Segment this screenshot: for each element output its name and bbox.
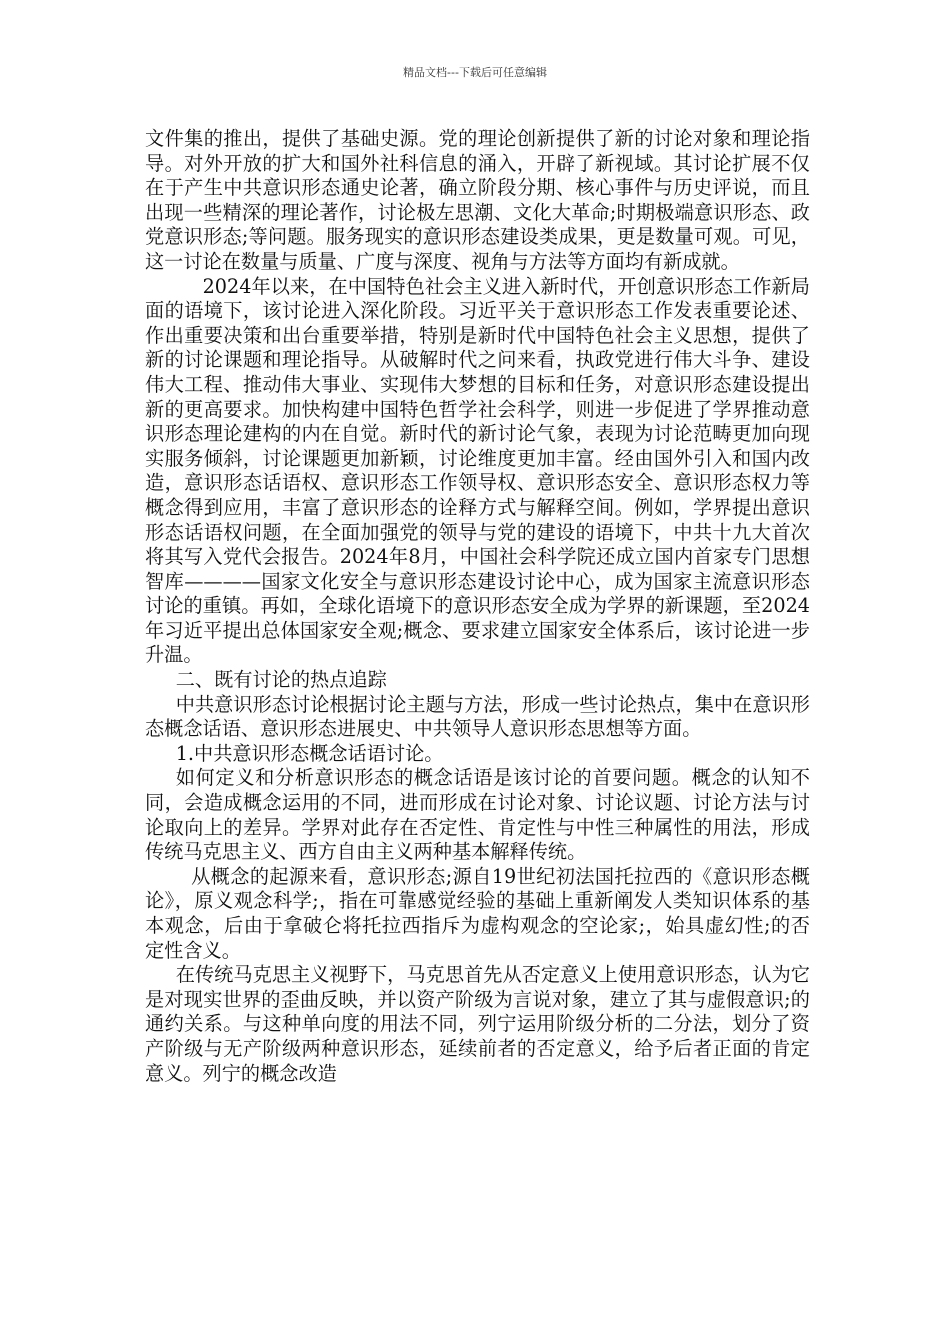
paragraph-3: 中共意识形态讨论根据讨论主题与方法，形成一些讨论热点，集中在意识形态概念话语、意识形态进展史、中共领导人意识形态思想等方面。	[145, 692, 810, 741]
document-body	[145, 127, 810, 1086]
section-heading: 二、既有讨论的热点追踪	[175, 668, 387, 692]
page-header: 精品文档---下载后可任意编辑	[403, 66, 547, 79]
paragraph-4: 如何定义和分析意识形态的概念话语是该讨论的首要问题。概念的认知不同，会造成概念运用的不同，进而形成在讨论对象、讨论议题、讨论方法与讨论取向上的差异。学界对此存在否定性、肯定性与中性三种属性的用法，形成传统马克思主义、西方自由主义两种基本解释传统。	[145, 766, 810, 864]
paragraph-1: 文件集的推出，提供了基础史源。党的理论创新提供了新的讨论对象和理论指导。对外开放的扩大和国外社科信息的涌入，开辟了新视域。其讨论扩展不仅在于产生中共意识形态通史论著，确立阶段分期、核心事件与历史评说，而且出现一些精深的理论著作，讨论极左思潮、文化大革命;时期极端意识形态、政党意识形态;等问题。服务现实的意识形态建设类成果，更是数量可观。可见，这一讨论在数量与质量、广度与深度、视角与方法等方面均有新成就。	[145, 127, 810, 273]
subsection-heading: 1.中共意识形态概念话语讨论。	[175, 741, 444, 765]
paragraph-5: 从概念的起源来看，意识形态;源自19世纪初法国托拉西的《意识形态概论》，原义观念科学;，指在可靠感觉经验的基础上重新阐发人类知识体系的基本观念，后由于拿破仑将托拉西指斥为虚构观念的空论家;，始具虚幻性;的否定性含义。	[145, 864, 810, 962]
paragraph-2: 2024年以来，在中国特色社会主义进入新时代，开创意识形态工作新局面的语境下，该讨论进入深化阶段。习近平关于意识形态工作发表重要论述、作出重要决策和出台重要举措，特别是新时代中国特色社会主义思想，提供了新的讨论课题和理论指导。从破解时代之问来看，执政党进行伟大斗争、建设伟大工程、推动伟大事业、实现伟大梦想的目标和任务，对意识形态建设提出新的更高要求。加快构建中国特色哲学社会科学，则进一步促进了学界推动意识形态理论建构的内在自觉。新时代的新讨论气象，表现为讨论范畴更加向现实服务倾斜，讨论课题更加新颖，讨论维度更加丰富。经由国外引入和国内改造，意识形态话语权、意识形态工作领导权、意识形态安全、意识形态权力等概念得到应用，丰富了意识形态的诠释方式与解释空间。例如，学界提出意识形态话语权问题，在全面加强党的领导与党的建设的语境下，中共十九大首次将其写入党代会报告。2024年8月，中国社会科学院还成立国内首家专门思想智库————国家文化安全与意识形态建设讨论中心，成为国家主流意识形态讨论的重镇。再如，全球化语境下的意识形态安全成为学界的新课题，至2024年习近平提出总体国家安全观;概念、要求建立国家安全体系后，该讨论进一步升温。	[145, 274, 810, 667]
paragraph-6: 在传统马克思主义视野下，马克思首先从否定意义上使用意识形态，认为它是对现实世界的歪曲反映，并以资产阶级为言说对象，建立了其与虚假意识;的通约关系。与这种单向度的用法不同，列宁运用阶级分析的二分法，划分了资产阶级与无产阶级两种意识形态，延续前者的否定意义，给予后者正面的肯定意义。列宁的概念改造	[145, 963, 810, 1085]
